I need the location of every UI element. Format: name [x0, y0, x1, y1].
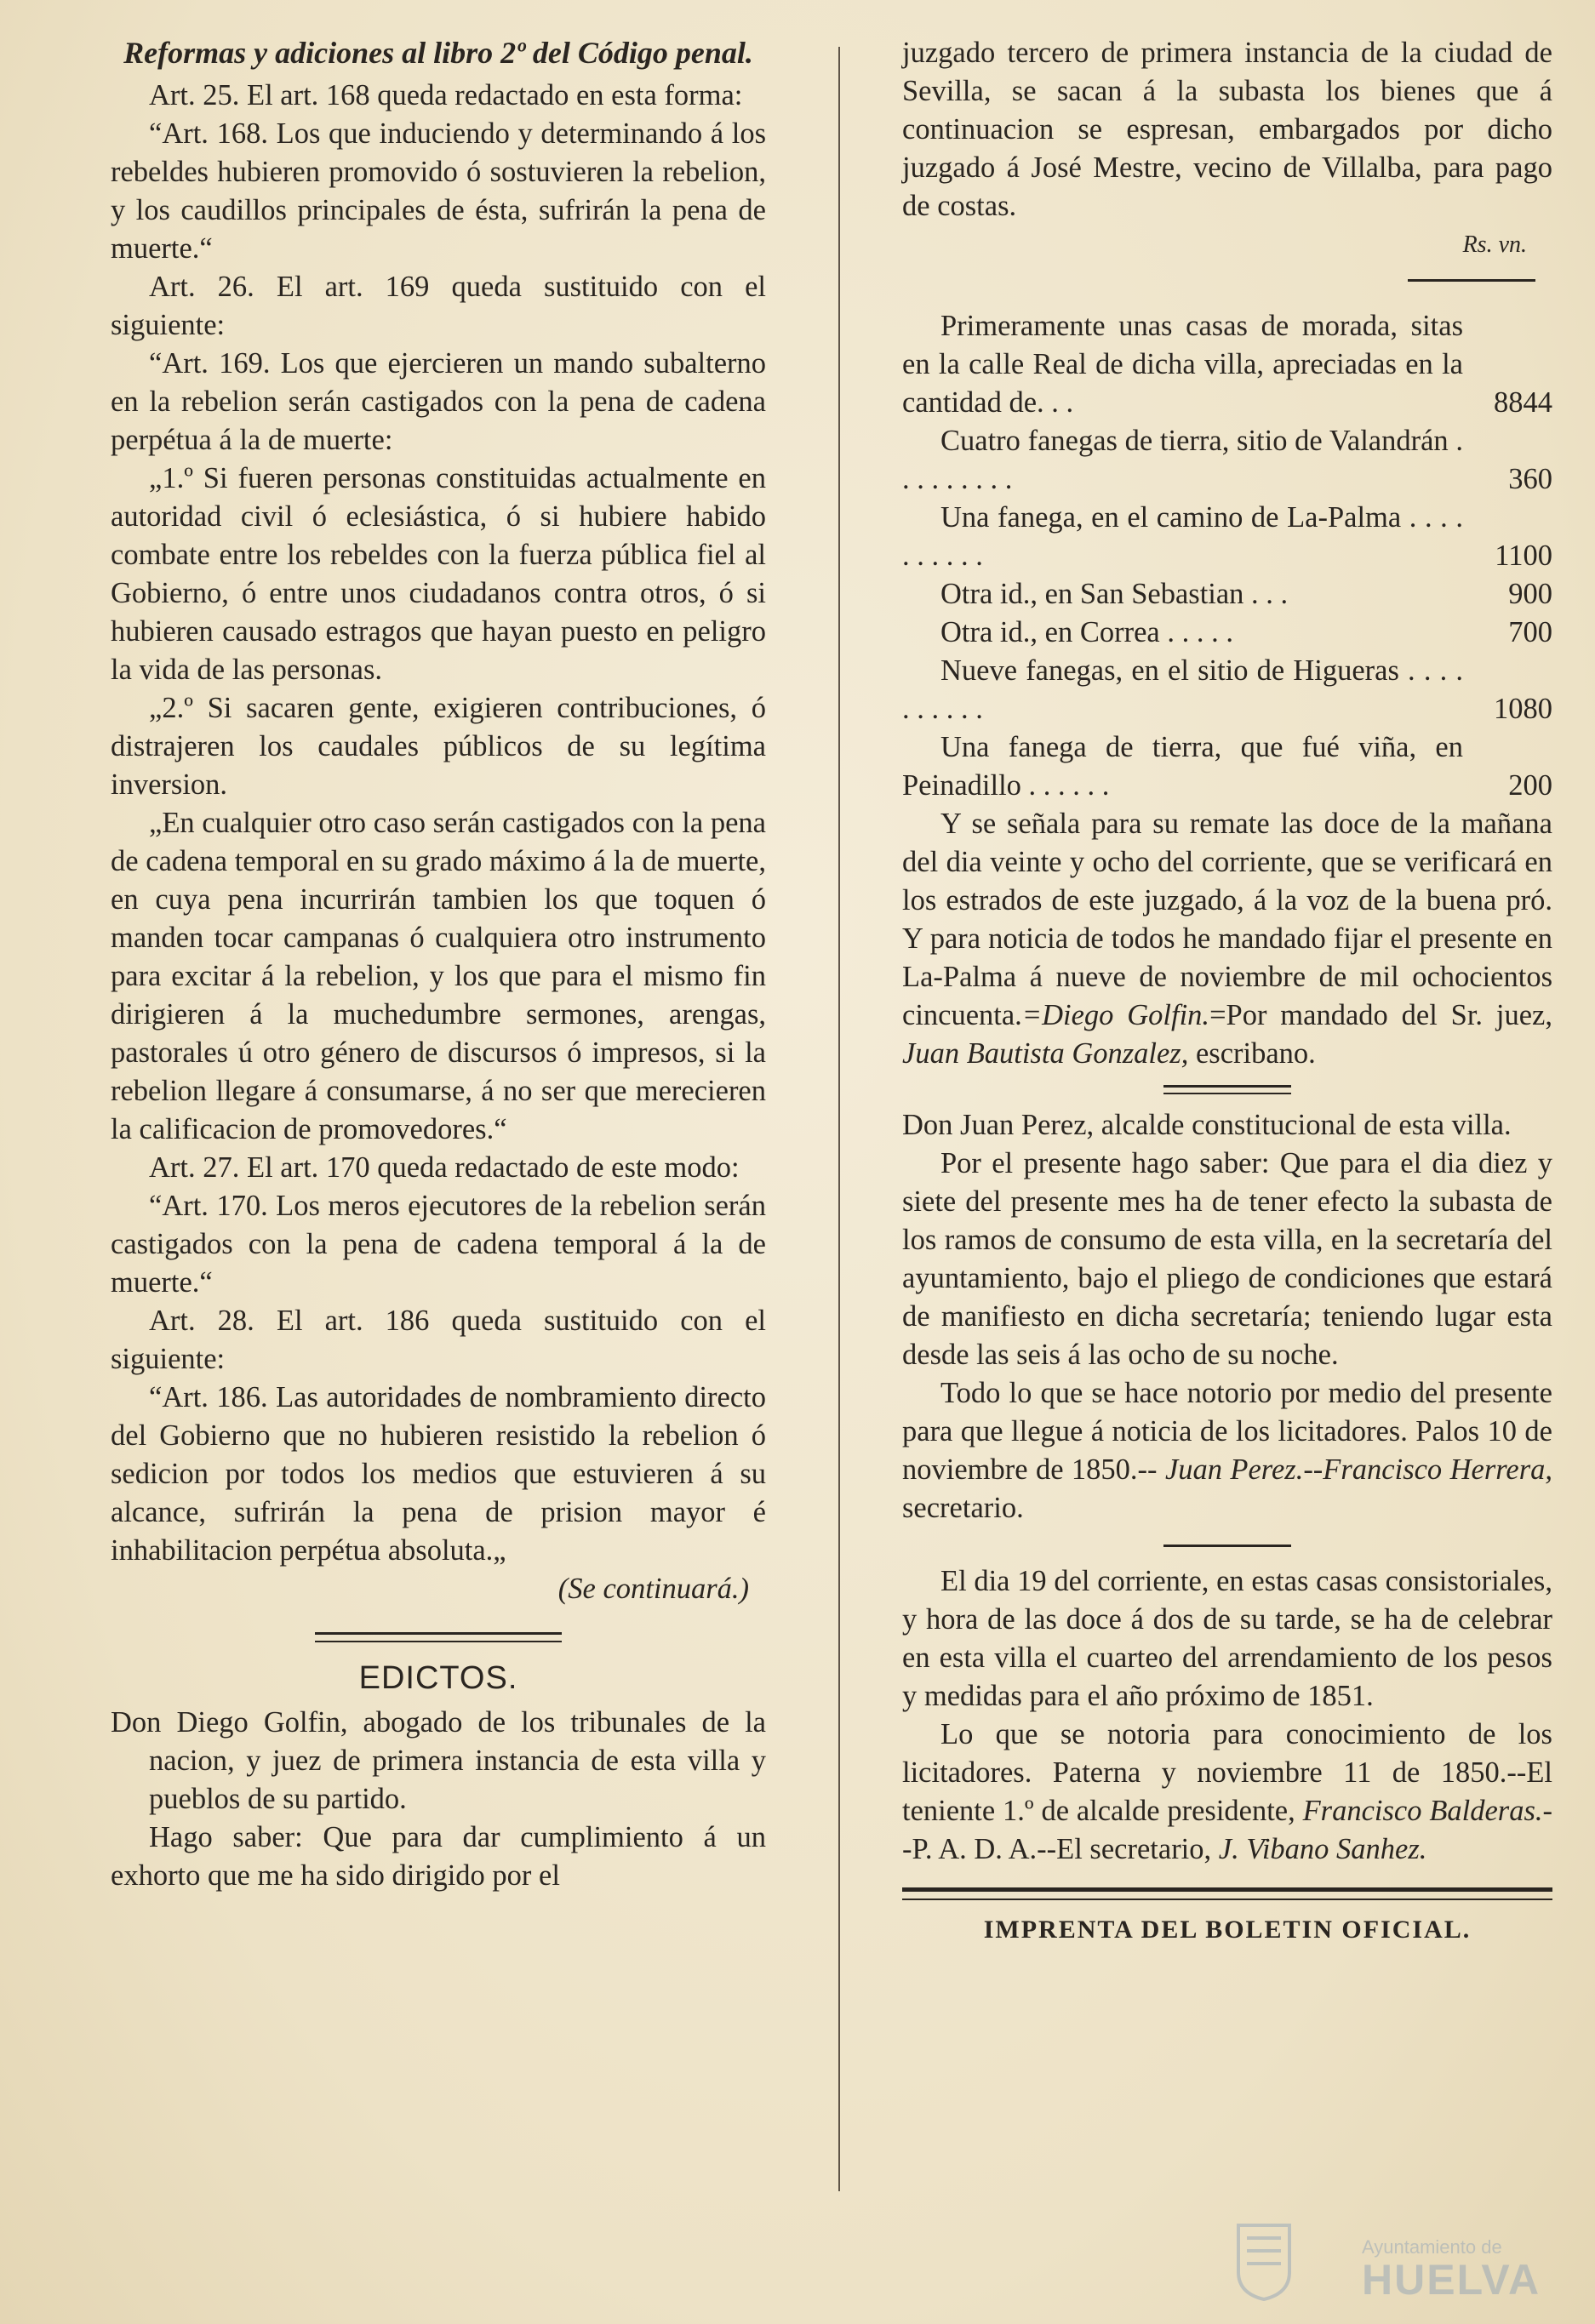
remate-paragraph: [902, 805, 1552, 1073]
article-169-other-cases: „En cualquier otro caso serán castigados con la pena de cadena temporal en su grado máximo á la de muerte, en cuya pena incurrirán tambien los que toquen ó manden tocar campanas ó cualquiera otro instrumento para excitar á la rebelion, y los que para el mismo fin dirigieren á la muchedumbre sermones, arengas, pastorales ú otro género de discursos ó impresos, si la rebelion llegare á consumarse, á no ser que merecieren la calificacion de promovedores.“: [111, 807, 766, 1145]
edicto-continuation: juzgado tercero de primera instancia de la ciudad de Sevilla, se sacan á la subasta los bienes que á continuacion se espresan, embargados por dicho juzgado á José Mestre, vecino de Villalba, para pago de costas.: [902, 37, 1552, 222]
paterna-text: Lo que se notoria para conocimiento de los licitadores. Paterna y noviembre 11 de 1850.--El teniente 1.º de alcalde presidente,: [902, 1718, 1552, 1827]
ledger-item: [902, 728, 1552, 805]
ledger-item-text: Otra id., en Correa . . . . .: [940, 616, 1233, 648]
ledger-divider: [1408, 279, 1535, 282]
ledger-item-text: Una fanega, en el camino de La-Palma . . . . . . . . . .: [902, 501, 1463, 572]
signature-vibano: J. Vibano Sanhez.: [1218, 1833, 1427, 1865]
ledger-item-amount: 700: [1508, 616, 1552, 648]
ledger-item: [902, 575, 1552, 614]
right-column: [902, 34, 1552, 1949]
ledger-item: [902, 652, 1552, 728]
ledger-item: [902, 499, 1552, 575]
edict-divider: [1163, 1085, 1291, 1094]
ledger-item-amount: 200: [1508, 769, 1552, 802]
perez-end: secretario.: [902, 1492, 1024, 1524]
remate-mid: =Por mandado del Sr. juez,: [1209, 999, 1552, 1031]
coat-of-arms-icon: [1234, 2221, 1294, 2302]
ledger-item-text: Otra id., en San Sebastian . . .: [940, 578, 1289, 610]
remate-text: Y se señala para su remate las doce de la mañana del dia veinte y ocho del corriente, que se verificará en los estrados de este juzgado, á la voz de la buena pró. Y para noticia de todos he mandado fijar el presente en La-Palma á nueve de noviembre de mil ochocientos cincuenta.: [902, 808, 1552, 1031]
paterna-paragraph-2: [902, 1716, 1552, 1869]
article-27: Art. 27. El art. 170 queda redactado de este modo:: [149, 1151, 740, 1184]
article-169-text: “Art. 169. Los que ejercieren un mando subalterno en la rebelion serán castigados con la pena de cadena perpétua á la de muerte:: [111, 347, 766, 456]
ledger-item-text: Primeramente unas casas de morada, sitas en la calle Real de dicha villa, apreciadas en la cantidad de. . .: [902, 310, 1463, 419]
ledger-item-amount: 1100: [1495, 540, 1552, 572]
article-169-clause-1: „1.º Si fueren personas constituidas actualmente en autoridad civil ó eclesiástica, ó si hubiere habido combate entre los rebeldes con la fuerza pública fiel al Gobierno, ó entre unos ciudadanos contra otros, ó si hubieren causado estragos que hayan puesto en peligro la vida de las personas.: [111, 462, 766, 686]
article-26: Art. 26. El art. 169 queda sustituido con el siguiente:: [111, 271, 766, 341]
ledger-item-text: Una fanega de tierra, que fué viña, en Peinadillo . . . . . .: [902, 731, 1463, 802]
ledger-item-text: Nueve fanegas, en el sitio de Higueras . . . . . . . . . .: [902, 654, 1463, 725]
ledger-item-amount: 360: [1508, 463, 1552, 495]
ledger-item-amount: 1080: [1494, 693, 1552, 725]
remate-end: escribano.: [1195, 1037, 1316, 1070]
article-28: Art. 28. El art. 186 queda sustituido con el siguiente:: [111, 1305, 766, 1375]
paterna-mid: P. A. D. A.--El secretario,: [912, 1833, 1212, 1865]
edictos-heading: EDICTOS.: [358, 1660, 518, 1696]
article-186-text: “Art. 186. Las autoridades de nombramiento directo del Gobierno que no hubieren resistido la rebelion ó sedicion por todos los medios que estuvieren á su alcance, sufrirán la pena de prision mayor é inhabilitacion perpétua absoluta.„: [111, 1381, 766, 1567]
section-title: Reformas y adiciones al libro 2º del Código penal.: [123, 36, 753, 70]
perez-paragraph-1: Por el presente hago saber: Que para el dia diez y siete del presente mes ha de tener efecto la subasta de los ramos de consumo de esta villa, en la secretaría del ayuntamiento, bajo el pliego de condiciones que estará de manifiesto en dicha secretaría; teniendo lugar esta desde las seis á las ocho de su noche.: [902, 1147, 1552, 1371]
left-column: [111, 34, 766, 1895]
column-rule: [838, 47, 840, 2191]
paterna-paragraph-1: El dia 19 del corriente, en estas casas consistoriales, y hora de las doce á dos de su tarde, se ha de celebrar en esta villa el cuarteo del arrendamiento de los pesos y medidas para el año próximo de 1851.: [902, 1565, 1552, 1712]
section-divider: [315, 1632, 562, 1642]
signature-gonzalez: Juan Bautista Gonzalez,: [902, 1037, 1189, 1070]
perez-text: Todo lo que se hace notorio por medio del presente para que llegue á noticia de los licitadores. Palos 10 de noviembre de 1850.--: [902, 1377, 1552, 1486]
ledger-item-amount: 8844: [1494, 386, 1552, 419]
article-170-text: “Art. 170. Los meros ejecutores de la rebelion serán castigados con la pena de cadena temporal á la de muerte.“: [111, 1190, 766, 1299]
watermark-top-text: Ayuntamiento de: [1362, 2236, 1502, 2258]
article-25: Art. 25. El art. 168 queda redactado en esta forma:: [149, 79, 743, 111]
article-169-clause-2: „2.º Si sacaren gente, exigieren contribuciones, ó distrajeren los caudales públicos de su legítima inversion.: [111, 692, 766, 801]
watermark-big-text: HUELVA: [1362, 2256, 1541, 2304]
currency-label: Rs. vn.: [1462, 231, 1527, 258]
continuara-note: (Se continuará.): [557, 1573, 749, 1605]
signature-perez: Juan Perez.--Francisco Herrera,: [1164, 1453, 1553, 1486]
footer-rule: [902, 1887, 1552, 1900]
edicto-start: Hago saber: Que para dar cumplimiento á un exhorto que me ha sido dirigido por el: [111, 1821, 766, 1892]
signature-golfin: =Diego Golfin.: [1021, 999, 1210, 1031]
ledger-item-amount: 900: [1508, 578, 1552, 610]
edicto-header: Don Diego Golfin, abogado de los tribunales de la nacion, y juez de primera instancia de esta villa y pueblos de su partido.: [111, 1706, 766, 1815]
edict-divider-2: [1163, 1545, 1291, 1547]
ledger-item: [902, 614, 1552, 652]
perez-header: Don Juan Perez, alcalde constitucional de esta villa.: [902, 1109, 1512, 1141]
ledger-item: [902, 307, 1552, 422]
article-168-text: “Art. 168. Los que induciendo y determinando á los rebeldes hubieren promovido ó sostuvieren la rebelion, y los caudillos principales de ésta, sufrirán la pena de muerte.“: [111, 117, 766, 265]
ledger-item-text: Cuatro fanegas de tierra, sitio de Valandrán . . . . . . . . .: [902, 425, 1463, 495]
watermark-logo: [1234, 2221, 1575, 2306]
printer-imprint: IMPRENTA DEL BOLETIN OFICIAL.: [983, 1916, 1472, 1944]
signature-balderas: Francisco Balderas.--: [902, 1795, 1553, 1865]
perez-paragraph-2: [902, 1374, 1552, 1527]
ledger-item: [902, 422, 1552, 499]
